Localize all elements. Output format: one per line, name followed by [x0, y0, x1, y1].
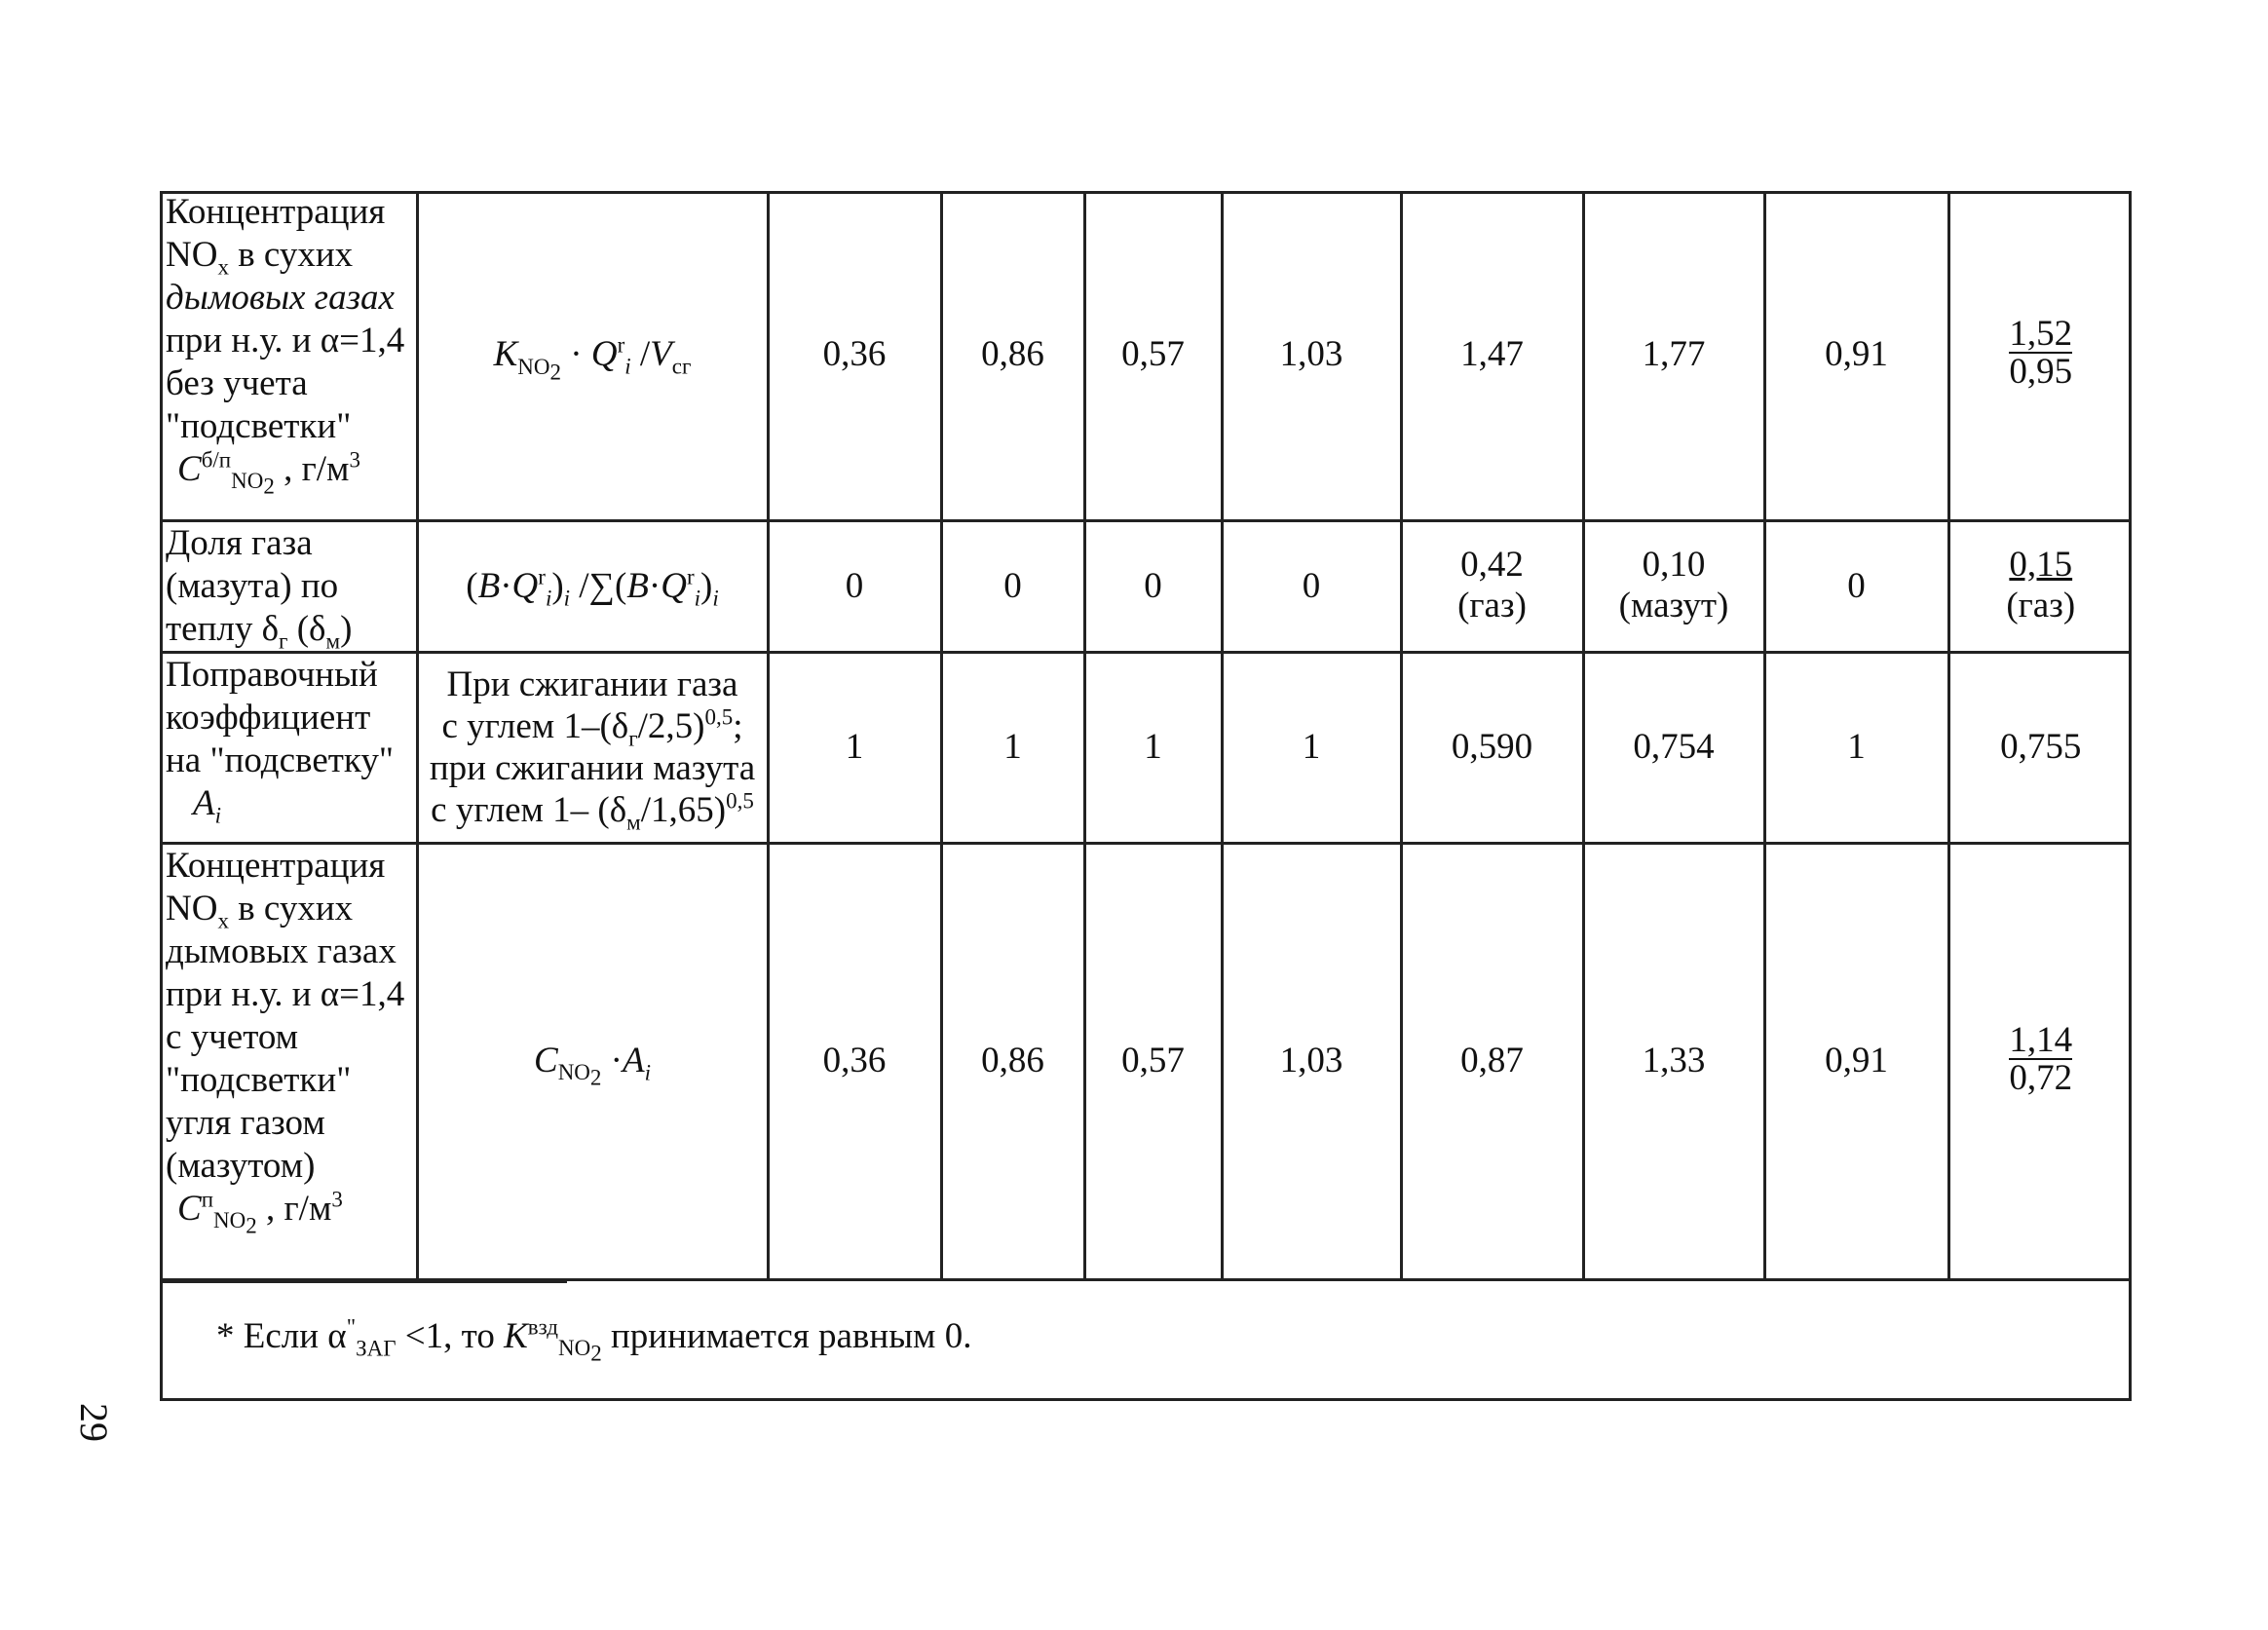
footnote: * Если $\alpha^"_{ЗАГ} <1$, то $K^{взд}_{NO_2}$ принимается равным 0.: [216, 1314, 972, 1366]
value-line: (газ): [2006, 586, 2076, 625]
two-line-value: [1457, 545, 1527, 626]
name-line: $NO_x$ в сухих: [166, 888, 354, 932]
name-line: $NO_x$ в сухих: [166, 235, 354, 280]
value-cell: 1: [768, 652, 941, 843]
value-cell: 0,36: [768, 843, 941, 1279]
name-line: при н.у. и α=1,4: [166, 973, 405, 1014]
value-cell: 0,91: [1764, 843, 1948, 1279]
value-cell: 1,77: [1583, 191, 1764, 520]
name-line: $C^п_{NO_2}$ , $г/м^3$: [177, 1187, 343, 1238]
formula-cell: $(B\cdot Q^r_i)_i$ $/\sum(B\cdot Q^r_i)_i$: [417, 520, 768, 652]
formula-line: При сжигании газа: [446, 664, 738, 704]
value-cell: 1,33: [1583, 843, 1764, 1279]
formula-cell: $C_{NO_2} \cdot A_i$: [417, 843, 768, 1279]
name-line: Концентрация: [166, 845, 386, 886]
value-cell: 0: [941, 520, 1084, 652]
formula-cell: $K_{NO_2} \cdot Q^r_i$ $/V_{сг}$: [417, 191, 768, 520]
value-line: 0,42: [1460, 545, 1524, 585]
value-cell: [1948, 843, 2132, 1279]
table-row: [160, 843, 2132, 1279]
value-cell: 0,86: [941, 843, 1084, 1279]
name-line: (мазута) по: [166, 565, 339, 606]
value-cell: 0,590: [1401, 652, 1583, 843]
row-name-cell: [160, 520, 417, 652]
value-cell: 1,03: [1222, 843, 1401, 1279]
name-line: Доля газа: [166, 522, 313, 563]
fraction-numerator: 1,14: [2009, 1019, 2073, 1060]
value-cell: 1: [1764, 652, 1948, 843]
name-line: без учета: [166, 363, 308, 403]
fraction-numerator: 1,52: [2009, 313, 2073, 354]
value-cell: [1948, 191, 2132, 520]
footnote-separator: [160, 1280, 567, 1283]
formula-cell: [417, 652, 768, 843]
name-line: дымовых газах: [166, 930, 397, 971]
name-line: теплу $\delta_г$ $(\delta_м)$: [166, 608, 353, 653]
name-line: коэффициент: [166, 697, 371, 738]
data-table: [160, 191, 2132, 1281]
table-row: [160, 520, 2132, 652]
value-cell: 0,86: [941, 191, 1084, 520]
name-line: "подсветки": [166, 1059, 352, 1100]
value-cell: [1583, 520, 1764, 652]
row-name-cell: [160, 652, 417, 843]
value-cell: 1: [1222, 652, 1401, 843]
formula-line: с углем 1– $(\delta_м/1,65)^{0,5}$: [431, 788, 754, 835]
value-line: 0,15: [2009, 545, 2073, 585]
value-cell: [1401, 520, 1583, 652]
value-cell: 1: [1084, 652, 1222, 843]
page-number: 29: [72, 1403, 116, 1442]
formula-line: с углем $1-(\delta_г/2,5)^{0,5}$;: [441, 704, 743, 751]
value-cell: 0: [1222, 520, 1401, 652]
fraction: [2009, 1019, 2073, 1098]
row-name-cell: [160, 191, 417, 520]
value-cell: 0,87: [1401, 843, 1583, 1279]
value-cell: 0,36: [768, 191, 941, 520]
row-name-cell: [160, 843, 417, 1279]
value-cell: 0,755: [1948, 652, 2132, 843]
value-cell: 0,57: [1084, 191, 1222, 520]
value-cell: [1948, 520, 2132, 652]
name-line: $A_i$: [193, 782, 221, 827]
fraction: [2009, 313, 2073, 392]
value-cell: 0,57: [1084, 843, 1222, 1279]
name-line: с учетом: [166, 1016, 299, 1057]
name-line: угля газом: [166, 1102, 325, 1143]
value-cell: 0: [1084, 520, 1222, 652]
value-cell: 1: [941, 652, 1084, 843]
name-line: при н.у. и α=1,4: [166, 321, 405, 360]
name-line: дымовых газах: [166, 278, 395, 318]
value-line: (мазут): [1618, 586, 1729, 625]
fraction-denominator: 0,95: [2009, 351, 2073, 392]
value-cell: 0: [768, 520, 941, 652]
value-line: 0,10: [1642, 545, 1706, 585]
name-line: Концентрация: [166, 192, 386, 232]
name-line: на "подсветку": [166, 739, 394, 780]
name-line: $C^{б/п}_{NO_2}$ , $г/м^3$: [177, 447, 360, 499]
two-line-value: [1619, 545, 1729, 626]
name-line: "подсветки": [166, 406, 352, 446]
name-line: Поправочный: [166, 654, 378, 695]
value-cell: 0,754: [1583, 652, 1764, 843]
value-cell: 0: [1764, 520, 1948, 652]
value-cell: 1,47: [1401, 191, 1583, 520]
formula-line: при сжигании мазута: [429, 748, 756, 788]
value-line: (газ): [1457, 586, 1527, 625]
two-line-value: [2006, 545, 2075, 626]
value-cell: 1,03: [1222, 191, 1401, 520]
table-row: [160, 652, 2132, 843]
fraction-denominator: 0,72: [2009, 1057, 2073, 1098]
name-line: (мазутом): [166, 1145, 316, 1186]
table-row: [160, 191, 2132, 520]
value-cell: 0,91: [1764, 191, 1948, 520]
